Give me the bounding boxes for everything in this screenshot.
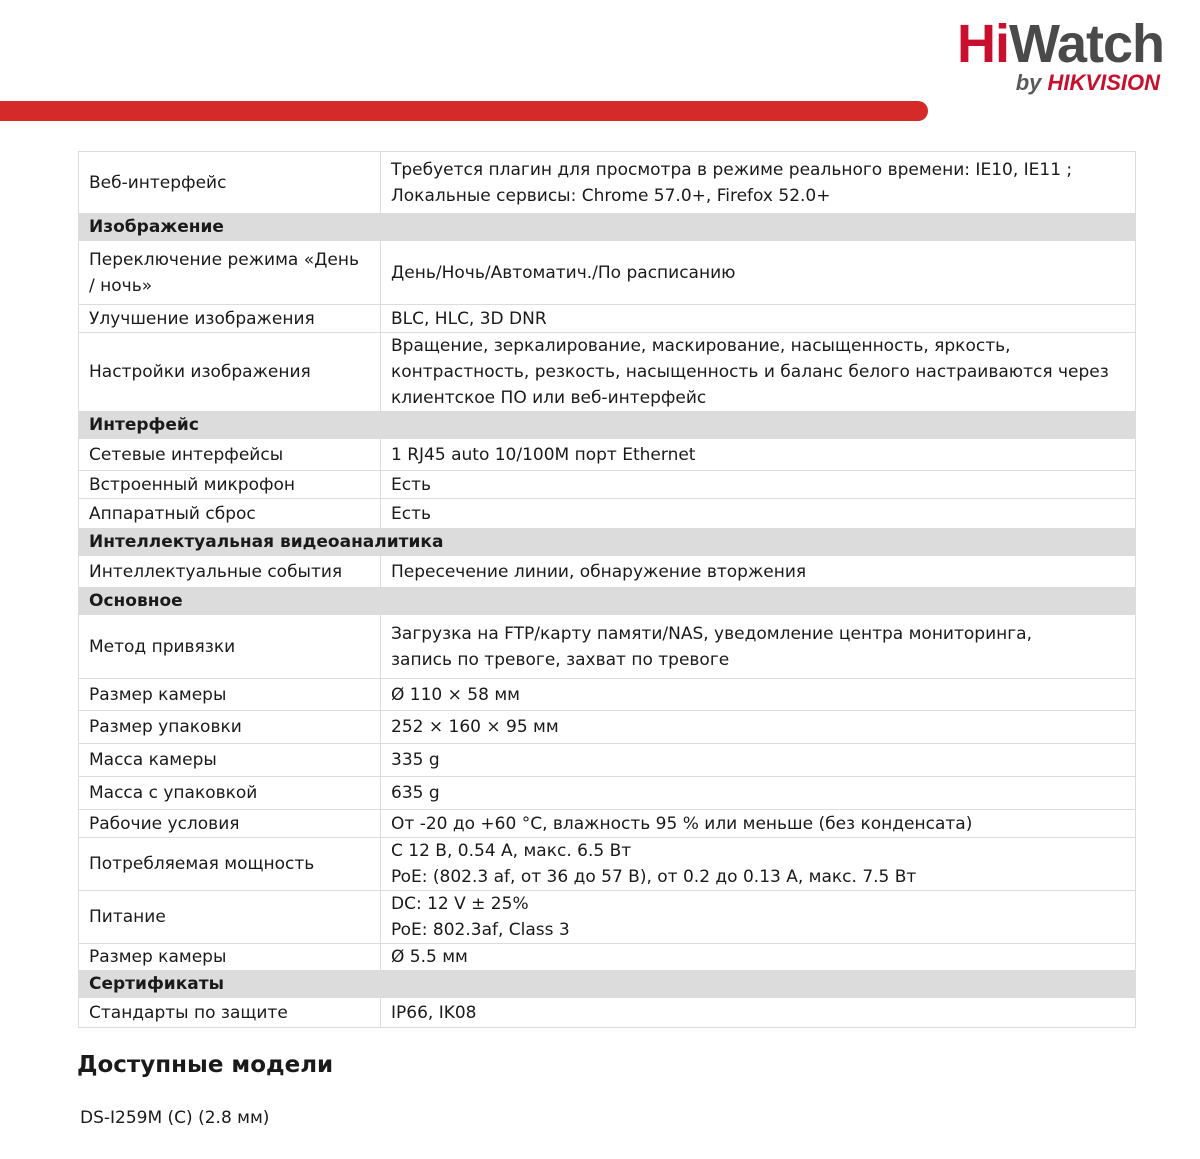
spec-value-line: От -20 до +60 °C, влажность 95 % или меньше (без конденсата)	[391, 813, 973, 834]
spec-row	[79, 838, 1136, 891]
spec-key: Стандарты по защите	[79, 998, 381, 1028]
spec-value	[381, 810, 1136, 838]
spec-row	[79, 744, 1136, 777]
spec-row	[79, 556, 1136, 588]
spec-row	[79, 711, 1136, 744]
spec-key: Переключение режима «День / ночь»	[79, 241, 381, 305]
spec-value-line: Загрузка на FTP/карту памяти/NAS, уведомление центра мониторинга,	[391, 623, 1032, 644]
spec-key: Аппаратный сброс	[79, 499, 381, 529]
logo-wordmark	[957, 14, 1164, 74]
spec-value-line: IP66, IK08	[391, 1002, 477, 1023]
spec-value-line: 635 g	[391, 783, 440, 803]
spec-value	[381, 499, 1136, 529]
spec-value-line: Ø 110 × 58 мм	[391, 684, 520, 705]
spec-key: Размер камеры	[79, 944, 381, 971]
spec-value	[381, 556, 1136, 588]
spec-key: Улучшение изображения	[79, 305, 381, 333]
spec-value-line: Пересечение линии, обнаружение вторжения	[391, 561, 807, 582]
section-header-row	[79, 529, 1136, 556]
spec-key: Сетевые интерфейсы	[79, 439, 381, 471]
spec-key: Масса с упаковкой	[79, 777, 381, 810]
spec-key: Масса камеры	[79, 744, 381, 777]
spec-key: Интеллектуальные события	[79, 556, 381, 588]
spec-row	[79, 891, 1136, 944]
section-title: Сертификаты	[79, 971, 1136, 998]
spec-value-line: Ø 5.5 мм	[391, 947, 468, 967]
spec-value-line: BLC, HLC, 3D DNR	[391, 308, 547, 329]
spec-value	[381, 305, 1136, 333]
spec-key: Метод привязки	[79, 615, 381, 679]
spec-value	[381, 944, 1136, 971]
section-header-row	[79, 412, 1136, 439]
section-title: Основное	[79, 588, 1136, 615]
section-header-row	[79, 214, 1136, 241]
spec-value-line: 335 g	[391, 750, 440, 770]
spec-value	[381, 333, 1136, 412]
spec-value	[381, 891, 1136, 944]
spec-key: Потребляемая мощность	[79, 838, 381, 891]
spec-row	[79, 152, 1136, 214]
spec-key: Рабочие условия	[79, 810, 381, 838]
logo-company: HIKVISION	[1047, 70, 1160, 95]
spec-key: Настройки изображения	[79, 333, 381, 412]
spec-row	[79, 998, 1136, 1028]
spec-value-line: запись по тревоге, захват по тревоге	[391, 649, 730, 670]
spec-value-line: PoE: 802.3af, Class 3	[391, 920, 570, 940]
spec-value-line: Требуется плагин для просмотра в режиме реального времени: IE10, IE11 ;	[391, 159, 1073, 180]
spec-value-line: 252 × 160 × 95 мм	[391, 717, 559, 737]
spec-row	[79, 944, 1136, 971]
spec-row	[79, 777, 1136, 810]
spec-key: Встроенный микрофон	[79, 471, 381, 499]
spec-value	[381, 679, 1136, 711]
spec-value	[381, 838, 1136, 891]
section-header-row	[79, 971, 1136, 998]
header-red-stripe	[0, 101, 928, 121]
spec-value-line: DC: 12 V ± 25%	[391, 894, 529, 914]
spec-value-line: С 12 В, 0.54 А, макс. 6.5 Вт	[391, 841, 632, 861]
logo-brand-part2: Watch	[1009, 14, 1164, 74]
section-header-row	[79, 588, 1136, 615]
spec-row	[79, 241, 1136, 305]
section-title: Изображение	[79, 214, 1136, 241]
models-title: Доступные модели	[77, 1052, 334, 1078]
spec-value	[381, 471, 1136, 499]
spec-value	[381, 241, 1136, 305]
spec-key: Размер камеры	[79, 679, 381, 711]
section-title: Интеллектуальная видеоаналитика	[79, 529, 1136, 556]
spec-value	[381, 744, 1136, 777]
spec-row	[79, 499, 1136, 529]
logo-by-text: by	[1015, 70, 1042, 95]
spec-row	[79, 679, 1136, 711]
spec-value	[381, 615, 1136, 679]
spec-value-line: Вращение, зеркалирование, маскирование, насыщенность, яркость, контрастность, резкость, насыщенность и баланс белого настраиваются через клиентское ПО или веб-интерфейс	[391, 336, 1109, 408]
spec-value	[381, 711, 1136, 744]
model-item: DS-I259M (C) (2.8 мм)	[80, 1108, 270, 1128]
spec-key: Питание	[79, 891, 381, 944]
spec-value-line: 1 RJ45 auto 10/100M порт Ethernet	[391, 444, 696, 465]
spec-row	[79, 471, 1136, 499]
logo-brand-part1: Hi	[957, 14, 1009, 74]
spec-value	[381, 998, 1136, 1028]
spec-table-body	[79, 152, 1136, 1028]
spec-value	[381, 152, 1136, 214]
section-title: Интерфейс	[79, 412, 1136, 439]
spec-row	[79, 305, 1136, 333]
spec-value-line: День/Ночь/Автоматич./По расписанию	[391, 262, 736, 283]
spec-value	[381, 439, 1136, 471]
spec-row	[79, 615, 1136, 679]
spec-table	[78, 151, 1136, 1028]
hiwatch-logo	[957, 14, 1164, 96]
spec-value-line: Локальные сервисы: Chrome 57.0+, Firefox 52.0+	[391, 185, 831, 206]
spec-value	[381, 777, 1136, 810]
spec-row	[79, 810, 1136, 838]
spec-value-line: PoE: (802.3 af, от 36 до 57 В), от 0.2 до 0.13 А, макс. 7.5 Вт	[391, 867, 917, 887]
spec-row	[79, 439, 1136, 471]
spec-key: Веб-интерфейс	[79, 152, 381, 214]
spec-value-line: Есть	[391, 503, 432, 524]
spec-key: Размер упаковки	[79, 711, 381, 744]
spec-row	[79, 333, 1136, 412]
spec-value-line: Есть	[391, 474, 432, 495]
